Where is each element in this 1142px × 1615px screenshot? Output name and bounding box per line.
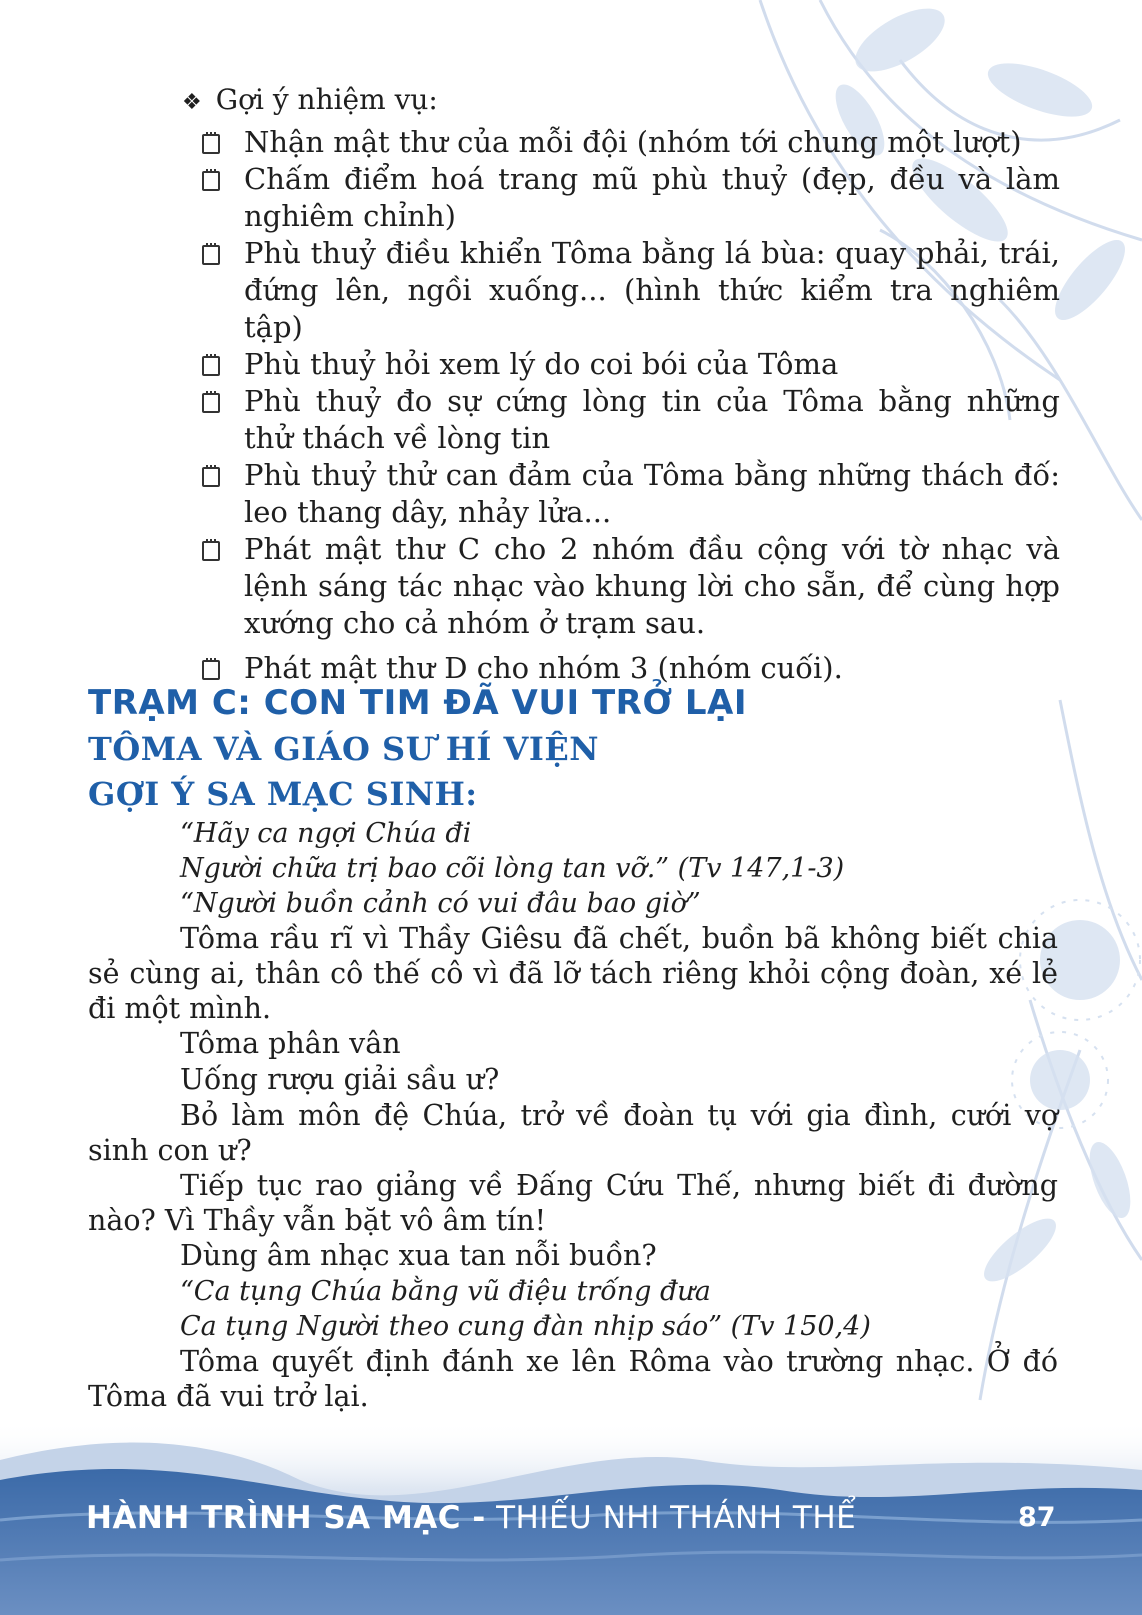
list-item: Phù thuỷ đo sự cứng lòng tin của Tôma bằng những thử thách về lòng tin	[200, 383, 1060, 457]
quote-line: Ca tụng Người theo cung đàn nhịp sáo” (Tv 150,4)	[180, 1311, 871, 1342]
footer-book-title	[86, 1500, 856, 1536]
checkbox-icon	[202, 171, 220, 191]
station-subheading: TÔMA VÀ GIÁO SƯ HÍ VIỆN	[88, 730, 599, 768]
checkbox-icon	[202, 356, 220, 376]
list-item: Phù thuỷ điều khiển Tôma bằng lá bùa: quay phải, trái, đứng lên, ngồi xuống... (hình thức kiểm tra nghiêm tập)	[200, 235, 1060, 346]
text-line: Dùng âm nhạc xua tan nỗi buồn?	[180, 1239, 657, 1272]
footer-title-part2: THIẾU NHI THÁNH THỂ	[485, 1500, 857, 1536]
quote-line: “Hãy ca ngợi Chúa đi	[180, 818, 472, 849]
text-line: Tôma phân vân	[180, 1027, 401, 1060]
checkbox-icon	[202, 541, 220, 561]
paragraph: Tôma quyết định đánh xe lên Rôma vào trường nhạc. Ở đó Tôma đã vui trở lại.	[88, 1345, 1058, 1413]
checkbox-icon	[202, 245, 220, 265]
checkbox-icon	[202, 467, 220, 487]
paragraph: Bỏ làm môn đệ Chúa, trở về đoàn tụ với gia đình, cưới vợ sinh con ư?	[88, 1099, 1058, 1167]
quote-line: “Người buồn cảnh có vui đâu bao giờ”	[180, 888, 701, 919]
diamond-bullet-icon: ❖	[182, 90, 202, 115]
list-item: Nhận mật thư của mỗi đội (nhóm tới chung một lượt)	[200, 124, 1060, 161]
list-item: Phù thuỷ hỏi xem lý do coi bói của Tôma	[200, 346, 1060, 383]
quote-line: “Ca tụng Chúa bằng vũ điệu trống đưa	[180, 1276, 711, 1307]
list-item: Phù thuỷ thử can đảm của Tôma bằng những thách đố: leo thang dây, nhảy lửa...	[200, 457, 1060, 531]
page-number: 87	[1018, 1502, 1056, 1533]
footer-title-part1: HÀNH TRÌNH SA MẠC -	[86, 1500, 486, 1536]
checkbox-icon	[202, 393, 220, 413]
list-item: Phát mật thư D cho nhóm 3 (nhóm cuối).	[200, 650, 1060, 687]
list-item: Chấm điểm hoá trang mũ phù thuỷ (đẹp, đều và làm nghiêm chỉnh)	[200, 161, 1060, 235]
paragraph: Tiếp tục rao giảng về Đấng Cứu Thế, nhưng biết đi đường nào? Vì Thầy vẫn bặt vô âm tín!	[88, 1169, 1058, 1237]
checkbox-icon	[202, 134, 220, 154]
checkbox-icon	[202, 660, 220, 680]
station-heading: TRẠM C: CON TIM ĐÃ VUI TRỞ LẠI	[88, 683, 747, 723]
task-list	[200, 124, 1060, 687]
suggestion-heading: GỢI Ý SA MẠC SINH:	[88, 775, 478, 813]
task-hints-title	[182, 82, 438, 121]
task-hints-title-text: Gợi ý nhiệm vụ:	[215, 83, 438, 116]
paragraph: Tôma rầu rĩ vì Thầy Giêsu đã chết, buồn bã không biết chia sẻ cùng ai, thân cô thế cô vì đã lỡ tách riêng khỏi cộng đoàn, xé lẻ đi một mình.	[88, 922, 1058, 1025]
quote-line: Người chữa trị bao cõi lòng tan vỡ.” (Tv 147,1-3)	[180, 853, 845, 884]
text-line: Uống rượu giải sầu ư?	[180, 1063, 500, 1096]
body-text	[88, 816, 1058, 1414]
list-item: Phát mật thư C cho 2 nhóm đầu cộng với tờ nhạc và lệnh sáng tác nhạc vào khung lời cho sẵn, để cùng hợp xướng cho cả nhóm ở trạm sau.	[200, 531, 1060, 642]
